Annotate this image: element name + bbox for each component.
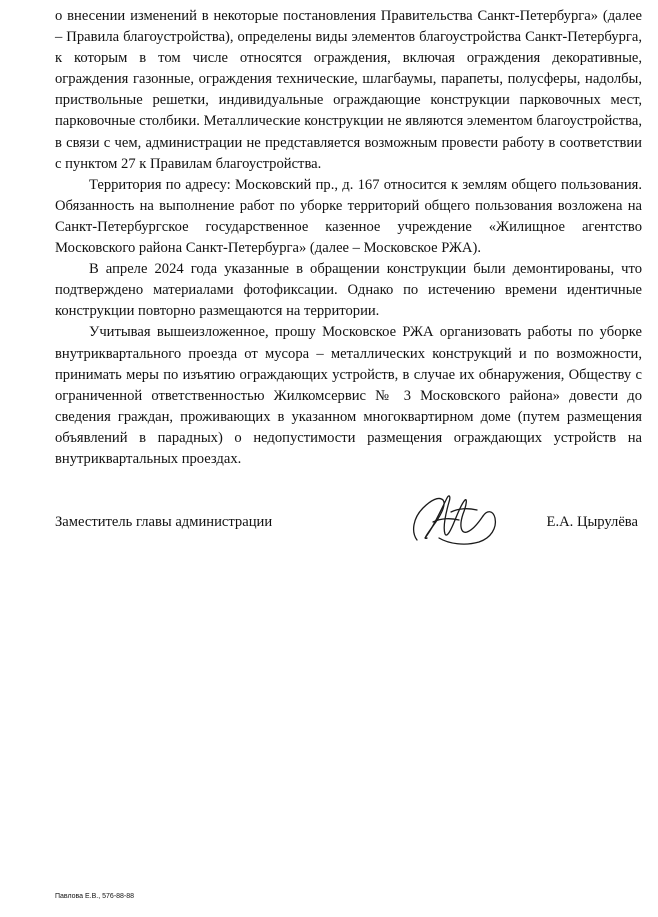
executor-footer: Павлова Е.В., 576-88-88 [55,893,135,900]
paragraph-rules: о внесении изменений в некоторые постановления Правительства Санкт-Петербурга» (далее – Правила благоустройства), определены виды элементов благоустройства Санкт-Петербурга, к которым в том числе относятся ограждения, включая ограждения декоративные, ограждения газонные, ограждения технические, шлагбаумы, парапеты, полусферы, надолбы, приствольные решетки, индивидуальные ограждающие конструкции парковочных мест, парковочные столбики. Металлические конструкции не являются элементом благоустройства, в связи с чем, администрации не представляется возможным провести работу в соответствии с пунктом 27 к Правилам благоустройства. [55,8,642,172]
paragraph-territory: Территория по адресу: Московский пр., д. 167 относится к землям общего пользования. Обязанность на выполнение работ по уборке территорий общего пользования возложена на Санкт-Петербургское государственное казенное учреждение «Жилищное агентство Московского района Санкт-Петербурга» (далее – Московское РЖА). [55,176,642,257]
signature-block [55,510,642,550]
handwritten-signature-icon [403,488,503,550]
paragraph-dismantling: В апреле 2024 года указанные в обращении конструкции были демонтированы, что подтверждено материалами фотофиксации. Однако по истечению времени идентичные конструкции повторно размещаются на территории. [55,261,642,320]
signer-position: Заместитель главы администрации [55,514,273,530]
paragraph-request: Учитывая вышеизложенное, прошу Московское РЖА организовать работы по уборке внутриквартального проезда от мусора – металлических конструкций и по возможности, принимать меры по изъятию ограждающих устройств, в случае их обнаружения, Обществу с ограниченной ответственностью Жилкомсервис № 3 Московского района» довести до сведения граждан, проживающих в указанном многоквартирном доме (путем размещения объявлений в парадных) о недопустимости размещения ограждающих устройств на внутриквартальных проездах. [55,324,642,467]
signer-name: Е.А. Цырулёва [546,514,638,530]
letter-body [55,6,642,470]
